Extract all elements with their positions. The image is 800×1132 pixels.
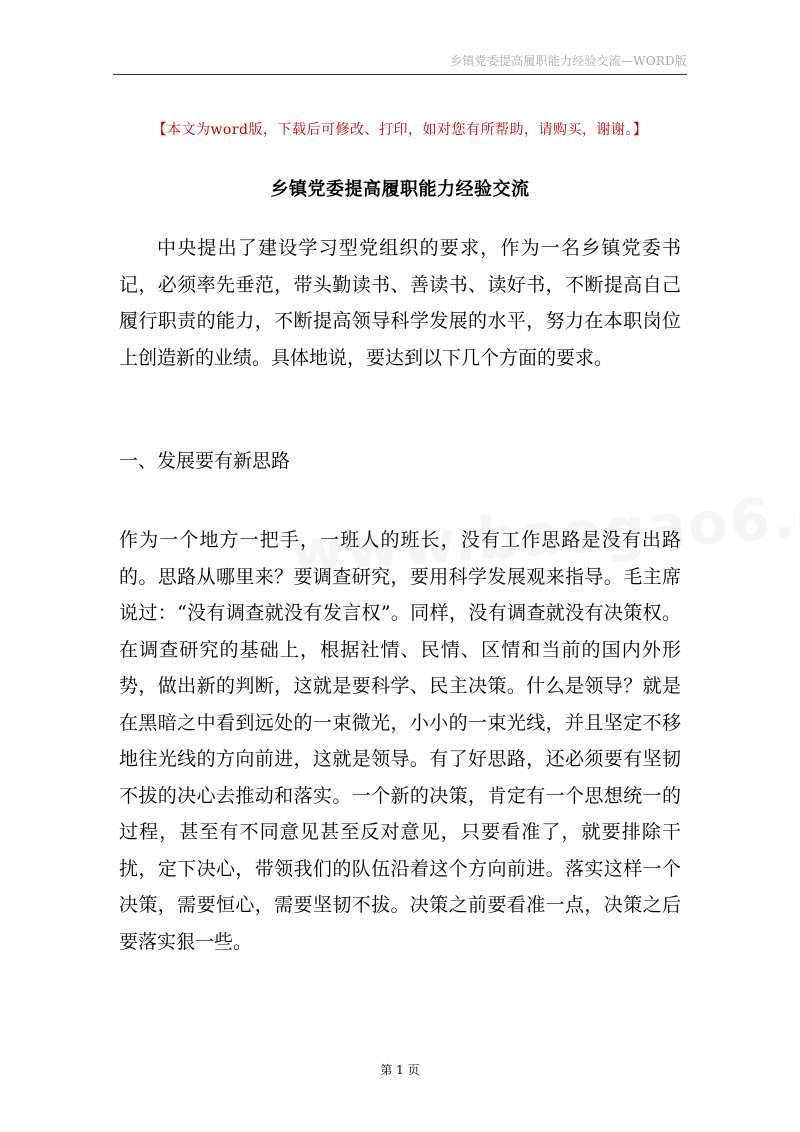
section-body-paragraph: 作为一个地方一把手，一班人的班长，没有工作思路是没有出路的。思路从哪里来？要调查研究，要用科学发展观来指导。毛主席说过：“没有调查就没有发言权”。同样，没有调查就没有决策权。在调查研究的基础上，根据社情、民情、区情和当前的国内外形势，做出新的判断，这就是要科学、民主决策。什么是领导？就是在黑暗之中看到远处的一束微光，小小的一束光线，并且坚定不移地往光线的方向前进，这就是领导。有了好思路，还必须要有坚韧不拔的决心去推动和落实。一个新的决策，肯定有一个思想统一的过程，甚至有不同意见甚至反对意见，只要看准了，就要排除干扰，定下决心，带领我们的队伍沿着这个方向前进。落实这样一个决策，需要恒心，需要坚韧不拔。决策之前要看准一点，决策之后要落实狠一些。: [119, 529, 681, 953]
section-heading: 一、发展要有新思路: [119, 450, 291, 472]
document-title: 乡镇党委提高履职能力经验交流: [270, 179, 530, 200]
header-divider: [113, 74, 687, 75]
word-version-notice: 【本文为word版，下载后可修改、打印，如对您有所帮助，请购买，谢谢。】: [152, 122, 648, 138]
page-number: 第 1 页: [380, 1063, 420, 1077]
intro-paragraph: 中央提出了建设学习型党组织的要求，作为一名乡镇党委书记，必须率先垂范，带头勤读书、善读书、读好书，不断提高自己履行职责的能力，不断提高领导科学发展的水平，努力在本职岗位上创造新的业绩。具体地说，要达到以下几个方面的要求。: [119, 237, 681, 369]
running-header-title: 乡镇党委提高履职能力经验交流—WORD版: [450, 54, 687, 68]
